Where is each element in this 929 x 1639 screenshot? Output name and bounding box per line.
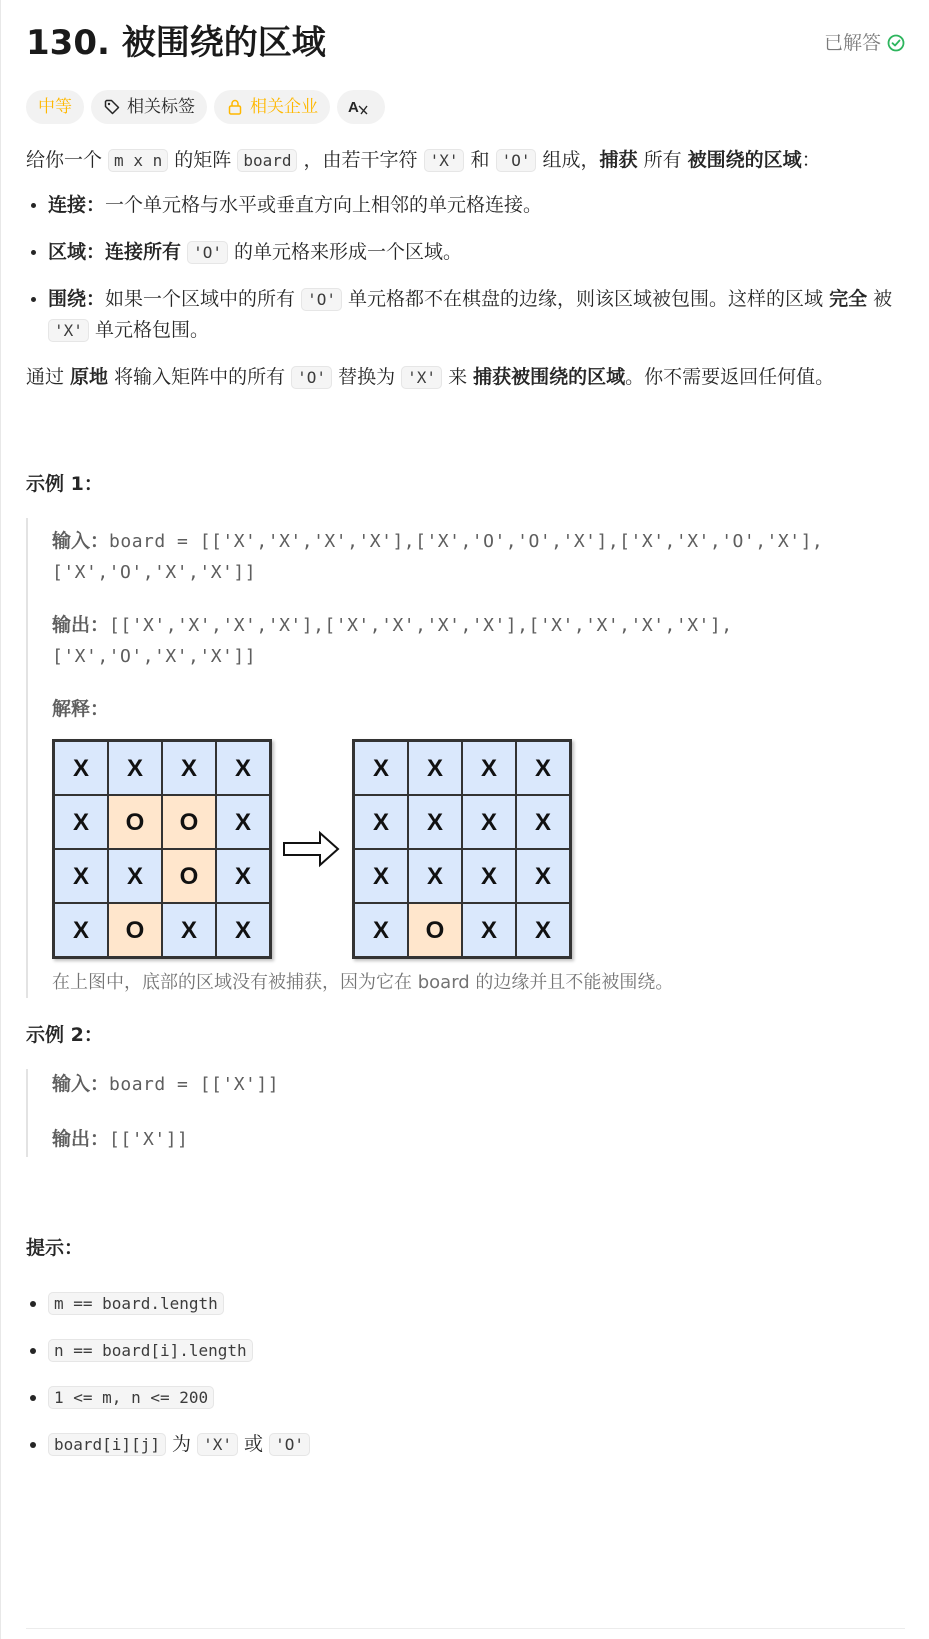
board-cell: O bbox=[108, 903, 162, 957]
board-cell: O bbox=[408, 903, 462, 957]
board-cell: X bbox=[462, 795, 516, 849]
text: 为 bbox=[165, 1433, 198, 1455]
inline-code: board[i][j] bbox=[48, 1433, 166, 1456]
output-value: [['X','X','X','X'],['X','X','X','X'],['X','X','X','X'], bbox=[109, 615, 733, 636]
term: 区域： bbox=[48, 241, 106, 263]
board-cell: X bbox=[216, 741, 270, 795]
bold-text: 捕获 bbox=[599, 149, 638, 171]
inline-code: 'O' bbox=[496, 149, 537, 172]
board-cell: X bbox=[354, 849, 408, 903]
inline-code: m x n bbox=[108, 149, 168, 172]
bold-text: 完全 bbox=[829, 288, 868, 310]
list-item bbox=[48, 1335, 905, 1366]
board-cell: X bbox=[354, 903, 408, 957]
text: 单元格包围。 bbox=[88, 319, 209, 341]
board-cell: X bbox=[516, 903, 570, 957]
text: 和 bbox=[464, 149, 496, 171]
text: 给你一个 bbox=[26, 149, 109, 171]
output-label: 输出： bbox=[52, 1128, 110, 1150]
text: 一个单元格与水平或垂直方向上相邻的单元格连接。 bbox=[105, 194, 543, 216]
text: 的单元格来形成一个区域。 bbox=[227, 241, 463, 263]
board-cell: X bbox=[54, 903, 108, 957]
board-cell: X bbox=[108, 849, 162, 903]
board-cell: X bbox=[408, 795, 462, 849]
input-label: 输入： bbox=[52, 1073, 110, 1095]
board-cell: X bbox=[216, 903, 270, 957]
inline-code: board bbox=[237, 149, 297, 172]
related-companies-label: 相关企业 bbox=[250, 96, 318, 117]
board-cell: X bbox=[516, 795, 570, 849]
list-item bbox=[48, 237, 905, 268]
text: 被 bbox=[867, 288, 893, 310]
example-1-figure bbox=[52, 739, 905, 959]
bold-text: 捕获被围绕的区域 bbox=[473, 366, 626, 388]
example-2-input bbox=[52, 1069, 905, 1100]
example-1-input bbox=[52, 518, 905, 588]
board-cell: X bbox=[516, 741, 570, 795]
bold-text: 原地 bbox=[70, 366, 109, 388]
board-cell: X bbox=[162, 903, 216, 957]
inline-code: 'O' bbox=[291, 366, 332, 389]
title-row bbox=[26, 18, 905, 68]
task-paragraph bbox=[26, 362, 905, 393]
related-companies-button[interactable] bbox=[214, 90, 330, 124]
output-value-cont: ['X','O','X','X']] bbox=[52, 646, 257, 667]
constraints-title: 提示： bbox=[26, 1237, 84, 1259]
text: ： bbox=[801, 149, 821, 171]
text: 如果一个区域中的所有 bbox=[105, 288, 302, 310]
term: 连接： bbox=[48, 194, 106, 216]
translate-icon bbox=[347, 97, 369, 117]
board-cell: X bbox=[462, 903, 516, 957]
list-item bbox=[48, 1382, 905, 1413]
text: 将输入矩阵中的所有 bbox=[108, 366, 292, 388]
board-cell: X bbox=[408, 849, 462, 903]
tag-bar bbox=[26, 90, 385, 124]
board-cell: X bbox=[354, 795, 408, 849]
inline-code: 'O' bbox=[187, 241, 228, 264]
related-tags-label: 相关标签 bbox=[127, 96, 195, 117]
list-item bbox=[48, 190, 905, 221]
difficulty-label: 中等 bbox=[38, 96, 72, 117]
translate-button[interactable] bbox=[337, 90, 385, 124]
example-2-output bbox=[52, 1124, 905, 1155]
inline-code: 'X' bbox=[424, 149, 465, 172]
inline-code: 'O' bbox=[269, 1433, 310, 1456]
board-before bbox=[52, 739, 272, 959]
board-cell: X bbox=[108, 741, 162, 795]
explain-label: 解释： bbox=[52, 698, 110, 720]
example-1-title: 示例 1： bbox=[26, 473, 103, 495]
right-arrow-icon bbox=[282, 829, 342, 869]
text: 的矩阵 bbox=[168, 149, 238, 171]
text: 单元格都不在棋盘的边缘，则该区域被包围。这样的区域 bbox=[341, 288, 830, 310]
inline-code: 'X' bbox=[401, 366, 442, 389]
solved-label: 已解答 bbox=[823, 31, 881, 54]
list-item bbox=[48, 1429, 905, 1460]
inline-code: 'O' bbox=[301, 288, 342, 311]
lock-icon bbox=[226, 98, 244, 116]
example-2-block bbox=[26, 1069, 905, 1157]
inline-code: 1 <= m, n <= 200 bbox=[48, 1386, 214, 1409]
related-tags-button[interactable] bbox=[91, 90, 207, 124]
text: 所有 bbox=[637, 149, 688, 171]
list-item bbox=[48, 284, 905, 346]
inline-code: 'X' bbox=[48, 319, 89, 342]
bold-text: 连接所有 bbox=[105, 241, 182, 263]
figure-caption: 在上图中，底部的区域没有被捕获，因为它在 board 的边缘并且不能被围绕。 bbox=[52, 972, 674, 993]
input-value: board = [['X','X','X','X'],['X','O','O','X'],['X','X','O','X'], bbox=[109, 531, 824, 552]
board-cell: X bbox=[462, 849, 516, 903]
arrow-wrap bbox=[272, 829, 352, 869]
board-cell: X bbox=[216, 849, 270, 903]
text: 或 bbox=[237, 1433, 270, 1455]
svg-text:A: A bbox=[348, 99, 359, 116]
bottom-divider bbox=[26, 1628, 905, 1629]
solved-status bbox=[824, 28, 905, 59]
tag-icon bbox=[103, 98, 121, 116]
difficulty-badge bbox=[26, 90, 84, 124]
board-cell: X bbox=[516, 849, 570, 903]
text: 组成， bbox=[536, 149, 600, 171]
text: ，由若干字符 bbox=[297, 149, 424, 171]
inline-code: m == board.length bbox=[48, 1292, 224, 1315]
board-cell: O bbox=[162, 795, 216, 849]
board-cell: X bbox=[408, 741, 462, 795]
example-1-output bbox=[52, 610, 905, 672]
board-cell: X bbox=[462, 741, 516, 795]
output-value: [['X']] bbox=[109, 1129, 189, 1150]
example-1-block bbox=[26, 518, 905, 998]
board-cell: X bbox=[54, 741, 108, 795]
board-after bbox=[352, 739, 572, 959]
board-cell: X bbox=[54, 849, 108, 903]
problem-content bbox=[26, 142, 905, 1476]
board-cell: X bbox=[354, 741, 408, 795]
board-cell: X bbox=[54, 795, 108, 849]
bold-text: 被围绕的区域 bbox=[687, 149, 802, 171]
text: 通过 bbox=[26, 366, 71, 388]
problem-title[interactable]: 130. 被围绕的区域 bbox=[26, 22, 326, 63]
output-label: 输出： bbox=[52, 614, 110, 636]
inline-code: 'X' bbox=[197, 1433, 238, 1456]
check-circle-icon bbox=[887, 34, 905, 52]
constraints-list bbox=[26, 1288, 905, 1460]
term: 围绕： bbox=[48, 288, 106, 310]
text: 替换为 bbox=[332, 366, 402, 388]
inline-code: n == board[i].length bbox=[48, 1339, 253, 1362]
text: 来 bbox=[442, 366, 474, 388]
list-item bbox=[48, 1288, 905, 1319]
text: 。你不需要返回任何值。 bbox=[625, 366, 835, 388]
board-cell: X bbox=[216, 795, 270, 849]
example-2-title: 示例 2： bbox=[26, 1024, 103, 1046]
board-cell: O bbox=[108, 795, 162, 849]
intro-paragraph bbox=[26, 145, 905, 176]
input-label: 输入： bbox=[52, 530, 110, 552]
input-value: board = [['X']] bbox=[109, 1074, 280, 1095]
definition-list bbox=[26, 190, 905, 346]
board-cell: O bbox=[162, 849, 216, 903]
board-cell: X bbox=[162, 741, 216, 795]
input-value-cont: ['X','O','X','X']] bbox=[52, 562, 257, 583]
